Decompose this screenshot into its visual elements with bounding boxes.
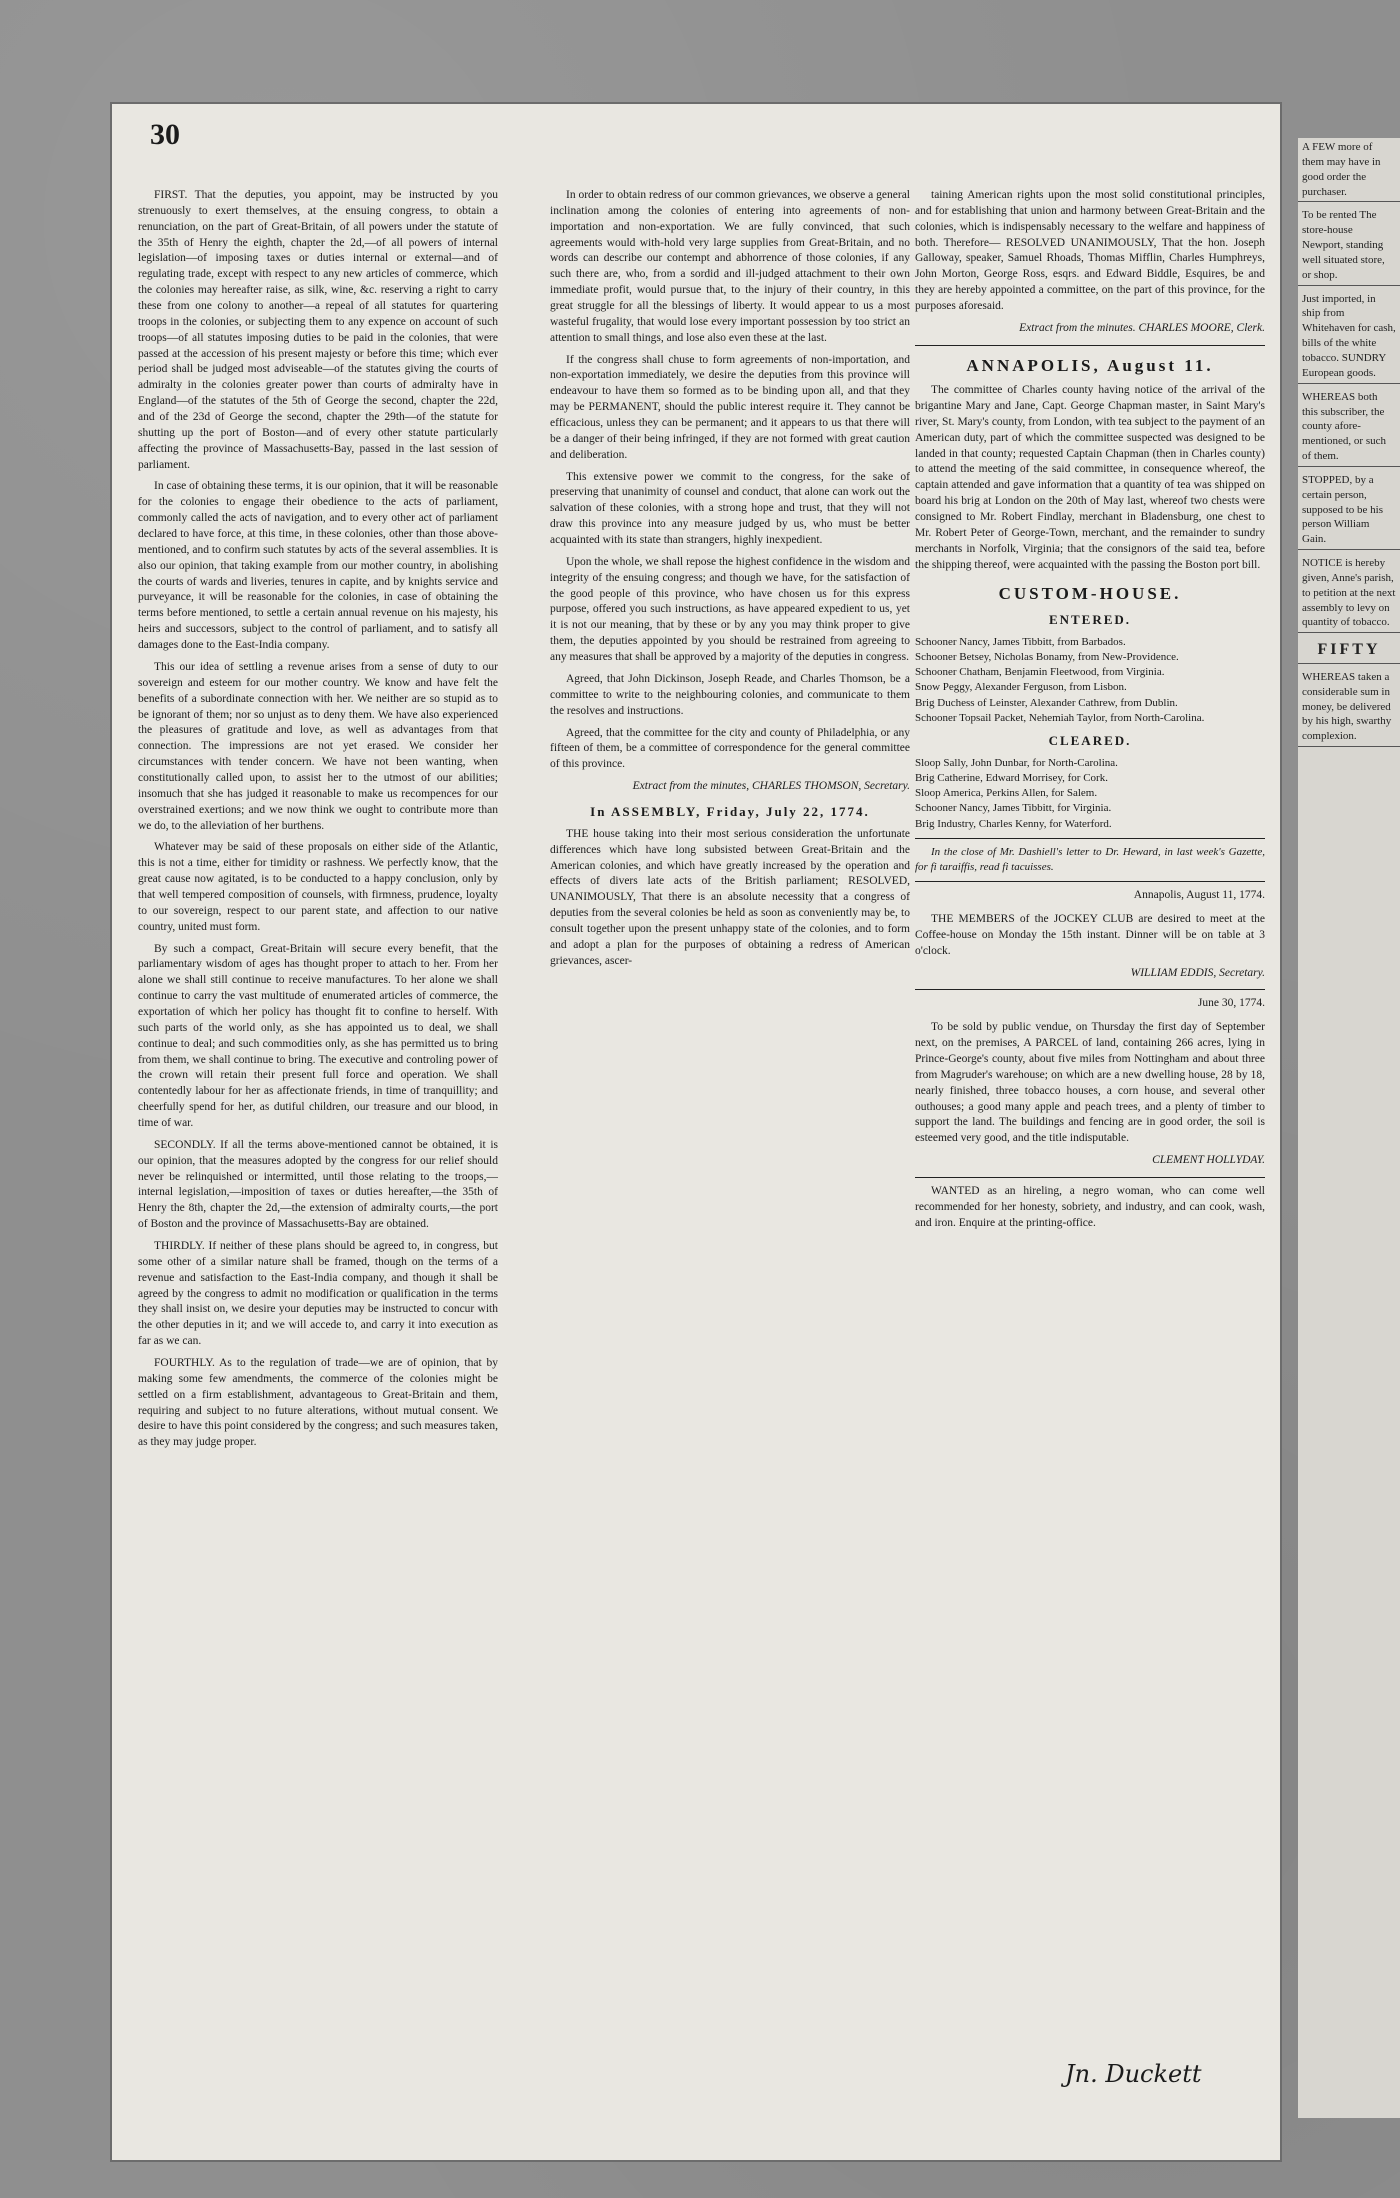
strip-ad: WHEREAS both this subscriber, the county afore-mentioned, or such of them. (1298, 388, 1400, 467)
strip-ad: To be rented The store-house Newport, standing well situated store, or shop. (1298, 206, 1400, 285)
sale-notice: To be sold by public vendue, on Thursday the first day of September next, on the premises, A PARCEL of land, containing 266 acres, lying in Prince-George's county, about five miles from Nottingham and about three from Magruder's warehouse; on which are a new dwelling house, 28 by 18, nearly finished, three tobacco houses, a corn house, and several other outhouses; a good many apple and peach trees, and a plenty of timber to support the land. The buildings and fencing are in good order, the soil is esteemed very good, and the title indisputable. (915, 1021, 1265, 1145)
col3-signature: Extract from the minutes. CHARLES MOORE, Clerk. (1019, 321, 1265, 334)
assembly-text: THE house taking into their most serious consideration the unfortunate differences which have long subsisted between Great-Britain and the American colonies, and which have greatly increased by the operation and effects of divers late acts of the British parliament; RESOLVED, UNANIMOUSLY, That there is an absolute necessity that a congress of deputies from the several colonies be held as soon as conveniently may be, to consult together upon the present unhappy state of the colonies, and to form and adopt a plan for the purposes of obtaining a redress of American grievances, ascer- (550, 827, 910, 967)
col2-para: This extensive power we commit to the congress, for the sake of preserving that unanimity of counsel and conduct, that alone can work out the salvation of these colonies, with a strong hope and trust, that they will not draw this province into any measure judged by us, who must be better acquainted with its state than strangers, highly inexpedient. (550, 470, 910, 547)
column-2 (550, 188, 910, 2128)
club-notice: THE MEMBERS of the JOCKEY CLUB are desired to meet at the Coffee-house on Monday the 15th instant. Dinner will be on table at 3 o'clock. (915, 912, 1265, 957)
cleared-item: Sloop America, Perkins Allen, for Salem. (915, 787, 1098, 800)
errata: In the close of Mr. Dashiell's letter to Dr. Heward, in last week's Gazette, for fi taraiffis, read fi tacuisses. (915, 845, 1265, 873)
col1-para: Whatever may be said of these proposals on either side of the Atlantic, this is not a time, either for timidity or rashness. We perfectly know, that the great cause now agitated, is to be conducted to a happy conclusion, only by that well tempered composition of counsels, with firmness, prudence, loyalty to our sovereign, respect to our parent state, and affection to our native country, united must form. (138, 841, 498, 933)
entered-item: Schooner Chatham, Benjamin Fleetwood, from Virginia. (915, 666, 1165, 679)
cleared-item: Brig Catherine, Edward Morrisey, for Cork. (915, 772, 1108, 785)
col1-para: FIRST. That the deputies, you appoint, may be instructed by you strenuously to exert themselves, at the ensuing congress, to obtain a renunciation, on the part of Great-Britain, of all powers under the statute of the 35th of Henry the eighth, chapter the 2d,—of all powers of internal legislation—of imposing taxes or duties internal or external—and of regulating trade, except with respect to any new articles of commerce, which the colonies may hereafter raise, as silk, wine, &c. reserving a right to carry these from one colony to another—a repeal of all statutes for quartering troops in the colonies, or subjecting them to any expence on account of such troops—of all statutes imposing duties to be paid in the colonies, that were passed at the accession of his present majesty or before this time; which ever period shall be judged most adviseable—of the statutes giving the courts of admiralty in the colonies greater power than courts of admiralty have in England—of the statutes of the 5th of George the second, chapter the 22d, and of the 23d of George the second, chapter the 29th—of the statute for shutting up the port of Boston—and of every other statute particularly affecting the province of Massachusetts-Bay, passed in the last session of parliament. (138, 189, 498, 471)
divider (915, 1177, 1265, 1178)
divider (915, 838, 1265, 839)
strip-ad: STOPPED, by a certain person, supposed to be his person William Gain. (1298, 471, 1400, 550)
col3-top: taining American rights upon the most solid constitutional principles, and for establishing that union and harmony between Great-Britain and the colonies, which is indispensably necessary to the welfare and happiness of both. Therefore— RESOLVED UNANIMOUSLY, That the hon. Joseph Galloway, speaker, Samuel Rhoads, Thomas Mifflin, Charles Humphreys, John Morton, George Ross, esqrs. and Edward Biddle, Esquires, be and they are hereby appointed a committee, on the part of this province, for the purposes aforesaid. (915, 189, 1265, 313)
entered-item: Snow Peggy, Alexander Ferguson, from Lisbon. (915, 681, 1127, 694)
club-signature: WILLIAM EDDIS, Secretary. (1130, 966, 1265, 979)
annapolis-text: The committee of Charles county having notice of the arrival of the brigantine Mary and Jane, Capt. George Chapman master, in Saint Mary's river, St. Mary's county, from London, with tea subject to the payment of an American duty, part of which the committee suspected was designed to be landed in that county; requested Captain Chapman (then in Charles county) to attend the meeting of the said committee, in consequence whereof, the captain attended and gave information that a quantity of tea was shipped on board his brig at London on the 20th of May last, whereof two chests were consigned to Mr. Robert Findlay, merchant in Bladensburg, one chest to Mr. Robert Peter of George-Town, merchant, and the remainder to sundry merchants in Norfolk, Virginia; that the consignors of the said tea, before the shipping thereof, were acquainted with the passing the Boston port bill. (915, 384, 1265, 571)
strip-ad: FIFTY (1298, 637, 1400, 664)
handwritten-signature: Jn. Duckett (1065, 2060, 1202, 2088)
col2-para: In order to obtain redress of our common grievances, we observe a general inclination among the colonies of entering into agreements of non-importation and non-exportation. We are fully convinced, that such agreements would with-hold very large supplies from Great-Britain, and no words can describe our contempt and abhorrence of those colonies, if any such there are, who, from a sordid and ill-judged attachment to their own immediate profit, would pursue that, to the injury of their country, in this great struggle for all the blessings of liberty. It would appear to us a most wasteful frugality, that would lose every important possession by too strict an attention to small things, and lose also even these at the last. (550, 189, 910, 344)
sale-signature: CLEMENT HOLLYDAY. (1152, 1154, 1265, 1167)
col1-para: This our idea of settling a revenue arises from a sense of duty to our sovereign and esteem for our mother country. We know and have felt the benefits of a subordinate connection with her. We neither are so stupid as to be ignorant of them; nor so unjust as to deny them. We have also experienced the pleasures of gratitude and love, as well as advantages from that connection. The impressions are not yet erased. We consider her circumstances with tender concern. We have not been wanting, when constitutionally called upon, to assist her to the utmost of our abilities; insomuch that she has judged it reasonable to make us recompences for our overstrained exertions; and we now think we ought to contribute more than we do, to the alleviation of her burthens. (138, 660, 498, 832)
strip-ad: Just imported, in ship from Whitehaven for cash, bills of the white tobacco. SUNDRY European goods. (1298, 290, 1400, 384)
entered-item: Schooner Nancy, James Tibbitt, from Barbados. (915, 635, 1126, 648)
club-date: Annapolis, August 11, 1774. (1133, 889, 1265, 902)
cleared-item: Brig Industry, Charles Kenny, for Waterford. (915, 817, 1112, 830)
col2-para: Agreed, that John Dickinson, Joseph Reade, and Charles Thomson, be a committee to write to the neighbouring colonies, and communicate to them the resolves and instructions. (550, 672, 910, 717)
page-number: 30 (150, 118, 180, 151)
cleared-item: Schooner Nancy, James Tibbitt, for Virginia. (915, 802, 1112, 815)
cleared-item: Sloop Sally, John Dunbar, for North-Carolina. (915, 756, 1118, 769)
strip-ad: A FEW more of them may have in good order the purchaser. (1298, 138, 1400, 202)
sale-date: June 30, 1774. (1197, 997, 1265, 1010)
col2-para: If the congress shall chuse to form agreements of non-importation, and non-exportation immediately, we desire the deputies from this province will endeavour to have them so formed as to be binding upon all, and that they may be PERMANENT, should the public interest require it. They cannot be efficacious, unless they can be permanent; and it appears to us that there will be a danger of their being infringed, if they are not formed with great caution and deliberation. (550, 353, 910, 461)
strip-ad: WHEREAS taken a considerable sum in money, be delivered by his high, swarthy complexion. (1298, 668, 1400, 747)
col2-para: Upon the whole, we shall repose the highest confidence in the wisdom and integrity of the ensuing congress; and though we have, for the satisfaction of the good people of this province, who have chosen us for this express purpose, offered you such instructions, as have appeared expedient to us, yet it is not our meaning, that by these or by any you may think proper to give them, the deputies appointed by you should be restrained from agreeing to any measures that shall be approved by a majority of the deputies in congress. (550, 555, 910, 664)
col1-para: By such a compact, Great-Britain will secure every benefit, that the parliamentary wisdom of ages has thought proper to attach to her. From her alone we shall still continue to receive manufactures. To her alone we shall continue to carry the vast multitude of enumerated articles of commerce, the exportation of which her policy has thought fit to confine to herself. With such parts of the world only, as she has appointed us to deal, we shall continue to deal; and such commodities only, as she has permitted us to bring from them, we shall continue to bring. The executive and controling power of the crown will retain their present full force and operation. We shall contentedly labour for her as affectionate friends, in time of tranquillity; and cheerfully spend for her, as dutiful children, our treasure and our blood, in time of war. (138, 942, 498, 1129)
adjacent-page-strip (1298, 138, 1400, 2118)
entered-item: Brig Duchess of Leinster, Alexander Cathrew, from Dublin. (915, 696, 1178, 709)
col1-para: FOURTHLY. As to the regulation of trade—we are of opinion, that by making some few amendments, the commerce of the colonies might be settled on a firm establishment, advantageous to Great-Britain and them, requiring and subject to no future alterations, without mutual consent. We desire to have this point considered by the congress; and such measures taken, as they may judge proper. (138, 1357, 498, 1449)
col2-para: Agreed, that the committee for the city and county of Philadelphia, or any fifteen of them, be a committee of correspondence for the general committee of this province. (550, 726, 910, 771)
annapolis-heading: ANNAPOLIS, August 11. (966, 355, 1214, 375)
column-3 (915, 188, 1265, 2128)
strip-ad: NOTICE is hereby given, Anne's parish, to petition at the next assembly to levy on quantity of tobacco. (1298, 554, 1400, 633)
entered-heading: ENTERED. (1048, 611, 1132, 627)
col1-para: In case of obtaining these terms, it is our opinion, that it will be reasonable for the colonies to engage their obedience to the acts of parliament, commonly called the acts of navigation, and to every other act of parliament declared to have force, at this time, in these colonies, other than those above-mentioned, and to confirm such statutes by acts of the several assemblies. It is also our opinion, that taking example from our mother country, in abolishing the courts of wards and liveries, tenures in capite, and by knights service and purveyance, it will be reasonable for the colonies, in case of obtaining the terms before mentioned, to settle a certain annual revenue on his majesty, his heirs and successors, subject to the control of parliament, and to satisfy all damages done to the East-India company. (138, 480, 498, 652)
column-1 (138, 188, 498, 2128)
divider (915, 989, 1265, 990)
col1-para: SECONDLY. If all the terms above-mentioned cannot be obtained, it is our opinion, that the measures adopted by the congress for our relief should never be relinquished or intermitted, until those relating to the troops,—internal legislation,—imposition of taxes or duties hereafter,—the 35th of Henry the 8th, chapter the 2d,—the extension of admiralty courts,—the port of Boston and the province of Massachusetts-Bay are obtained. (138, 1138, 498, 1231)
wanted-notice: WANTED as an hireling, a negro woman, who can come well recommended for her honesty, sobriety, and industry, and can cook, wash, and iron. Enquire at the printing-office. (915, 1184, 1265, 1229)
divider (915, 881, 1265, 882)
cleared-heading: CLEARED. (1048, 732, 1132, 748)
divider (915, 345, 1265, 346)
col1-para: THIRDLY. If neither of these plans should be agreed to, in congress, but some other of a similar nature shall be framed, though on the terms of a revenue and satisfaction to the East-India company, and though it shall be agreed by the congress to admit no modification or qualification in the terms they shall insist on, we desire your deputies may be instructed to concur with the other deputies in it; and we will accede to, and carry it into execution as far as we can. (138, 1240, 498, 1348)
col2-signature: Extract from the minutes, CHARLES THOMSON, Secretary. (632, 780, 910, 793)
assembly-heading: In ASSEMBLY, Friday, July 22, 1774. (590, 803, 870, 819)
customs-heading: CUSTOM-HOUSE. (998, 583, 1182, 603)
entered-item: Schooner Betsey, Nicholas Bonamy, from New-Providence. (915, 651, 1179, 664)
entered-item: Schooner Topsail Packet, Nehemiah Taylor, from North-Carolina. (915, 711, 1205, 724)
